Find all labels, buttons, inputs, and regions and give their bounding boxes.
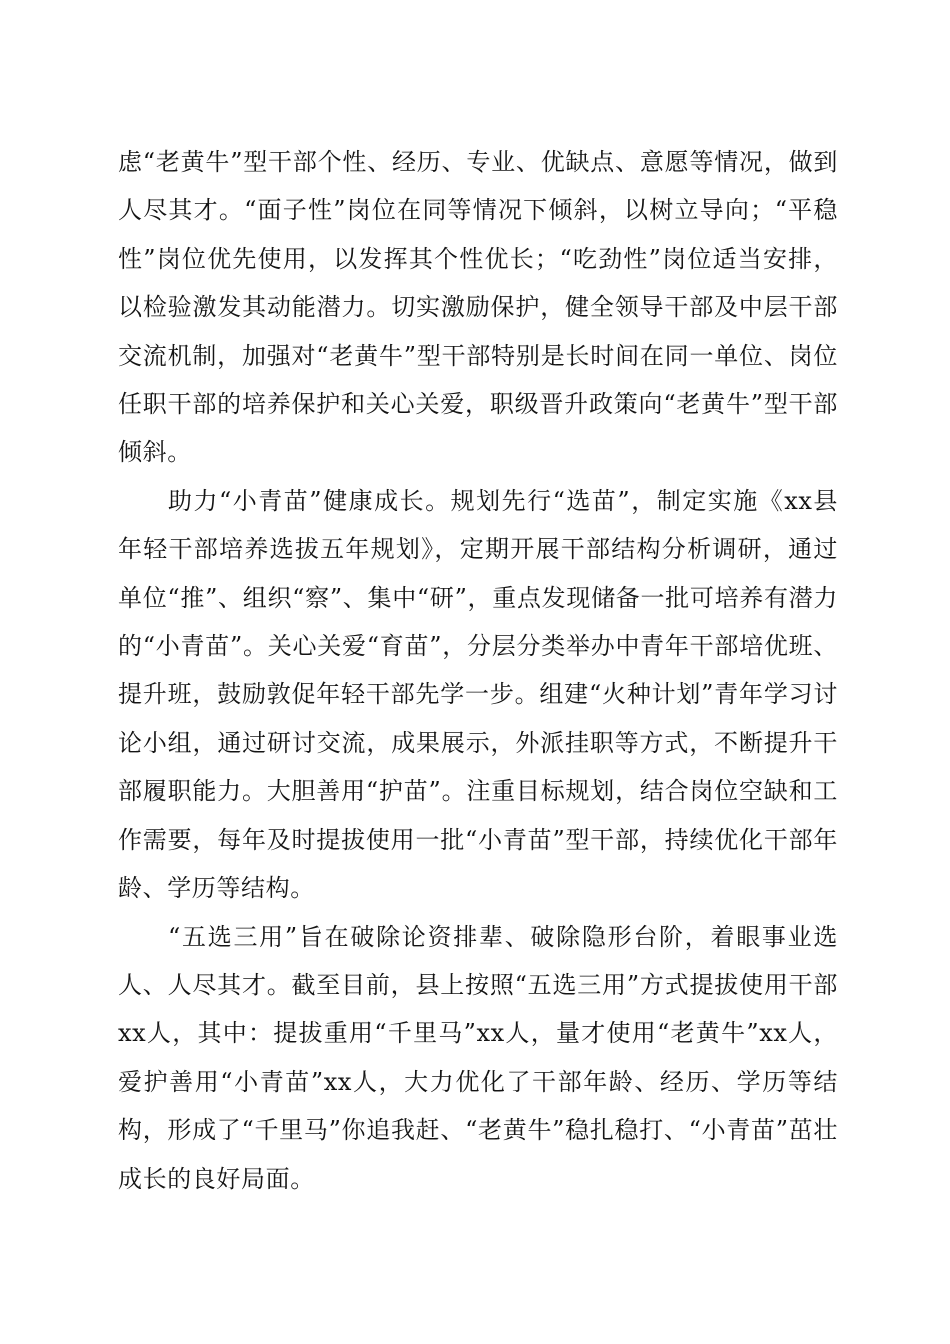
paragraph-young-seedlings: 助力“小青苗”健康成长。规划先行“选苗”，制定实施《xx县年轻干部培养选拔五年规划》，定期开展干部结构分析调研，通过单位“推”、组织“察”、集中“研”，重点发现储备一批可培养有潜力的“小青苗”。关心关爱“育苗”，分层分类举办中青年干部培优班、提升班，鼓励敦促年轻干部先学一步。组建“火种计划”青年学习讨论小组，通过研讨交流，成果展示，外派挂职等方式，不断提升干部履职能力。大胆善用“护苗”。注重目标规划，结合岗位空缺和工作需要，每年及时提拔使用一批“小青苗”型干部，持续优化干部年龄、学历等结构。 (118, 486, 838, 903)
paragraph-five-select-three-use-summary: “五选三用”旨在破除论资排辈、破除隐形台阶，着眼事业选人、人尽其才。截至目前，县上按照“五选三用”方式提拔使用干部xx人，其中：提拔重用“千里马”xx人，量才使用“老黄牛”xx人，爱护善用“小青苗”xx人，大力优化了干部年龄、经历、学历等结构，形成了“千里马”你追我赶、“老黄牛”稳扎稳打、“小青苗”茁壮成长的良好局面。 (118, 922, 838, 1193)
document-body (118, 138, 838, 1203)
paragraph-continued-old-cattle: 虑“老黄牛”型干部个性、经历、专业、优缺点、意愿等情况，做到人尽其才。“面子性”岗位在同等情况下倾斜，以树立导向；“平稳性”岗位优先使用，以发挥其个性优长；“吃劲性”岗位适当安排，以检验激发其动能潜力。切实激励保护，健全领导干部及中层干部交流机制，加强对“老黄牛”型干部特别是长时间在同一单位、岗位任职干部的培养保护和关心关爱，职级晋升政策向“老黄牛”型干部倾斜。 (118, 148, 838, 467)
